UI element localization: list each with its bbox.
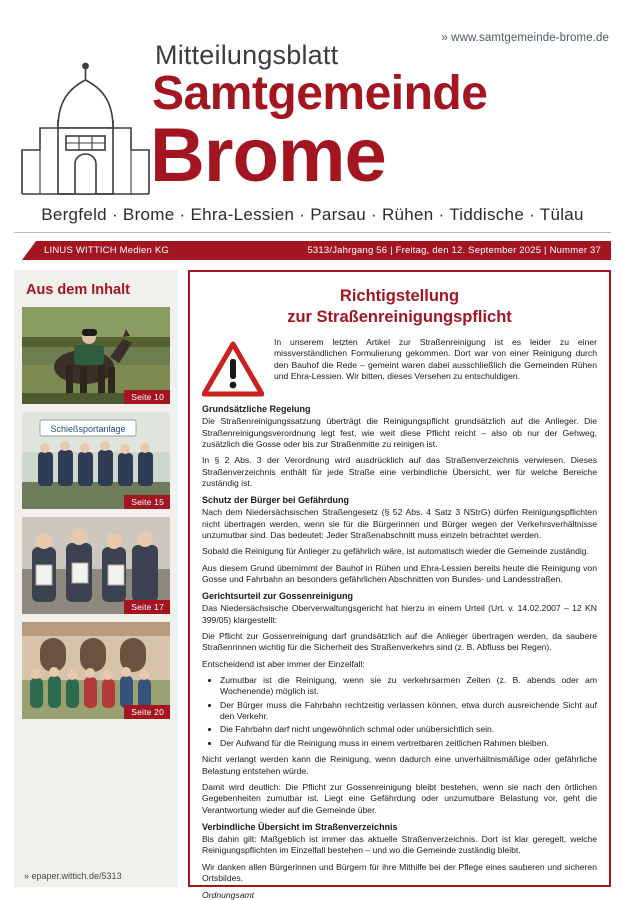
- section-heading: Grundsätzliche Regelung: [202, 404, 311, 415]
- paragraph: Damit wird deutlich: Die Pflicht zur Gossenreinigung bleibt bestehen, wenn sie nach den örtlichen Gegebenheiten zumutbar ist. Liegt eine Gefährdung oder unzumutbare Belastung vor, geht die Verantwortung wieder auf die Gemeinde über.: [202, 781, 597, 815]
- issue-details: 5313/Jahrgang 56 | Freitag, den 12. September 2025 | Nummer 37: [307, 245, 601, 256]
- svg-text:Schießsportanlage: Schießsportanlage: [50, 424, 126, 434]
- issue-infobar: [14, 241, 611, 260]
- list-item[interactable]: [22, 622, 170, 719]
- municipality-list: Bergfeld · Brome · Ehra-Lessien · Parsau · Rühen · Tiddische · Tülau: [41, 205, 584, 224]
- samtgemeinde-title: Samtgemeinde: [152, 67, 488, 120]
- sidebar-contents: [14, 270, 178, 887]
- section-heading: Verbindliche Übersicht im Straßenverzeichnis: [202, 821, 398, 832]
- list-item: • Der Bürger muss die Fahrbahn rechtzeitig verlassen können, etwa durch ausreichende Sicht auf den Verkehr.: [220, 700, 597, 723]
- page-ref: Seite 10: [124, 390, 170, 404]
- article-signature: Ordnungsamt: [202, 890, 255, 900]
- list-item: • Die Fahrbahn darf nicht ungewöhnlich schmal oder unübersichtlich sein.: [220, 724, 597, 735]
- publisher-name: LINUS WITTICH Medien KG: [44, 245, 169, 256]
- masthead: [0, 0, 625, 235]
- paragraph: Nach dem Niedersächsischen Straßengesetz (§ 52 Abs. 4 Satz 3 NStrG) dürfen Reinigungspflichten nicht übertragen werden, wenn sie für die Bürgerinnen und Bürger wegen der Verkehrsverhältnisse unzumutbar sind. Das bedeutet: Jeder Straßenabschnitt muss einzeln betrachtet werden.: [202, 507, 597, 540]
- church-building-icon: [18, 58, 153, 198]
- section-heading: Schutz der Bürger bei Gefährdung: [202, 495, 350, 506]
- content-area: [14, 270, 611, 900]
- page-ref: Seite 17: [124, 600, 170, 614]
- paragraph: Bis dahin gilt: Maßgeblich ist immer das aktuelle Straßenverzeichnis. Dort ist klar geregelt, welche Reinigungspflichten im Einzelfall bestehen – und wo die Gemeinde zuständig bleibt.: [202, 833, 597, 856]
- section-heading: Gerichtsurteil zur Gossenreinigung: [202, 591, 354, 602]
- paragraph: In § 2 Abs. 3 der Verordnung wird ausdrücklich auf das Straßenverzeichnis verwiesen. Dieses Straßenverzeichnis enthält für jede Straße eine verbindliche Übersicht, wer für welche Bereiche zuständig ist.: [202, 455, 597, 488]
- paragraph: Entscheidend ist aber immer der Einzelfall:: [202, 658, 365, 669]
- paragraph: Sobald die Reinigung für Anlieger zu gefährlich wäre, ist automatisch wieder die Gemeinde zuständig.: [202, 546, 589, 557]
- infobar-notch: [14, 241, 36, 260]
- bullet-list: [202, 675, 597, 749]
- list-item[interactable]: [22, 412, 170, 509]
- headline-line-1: Richtigstellung: [339, 287, 460, 305]
- mitteilungsblatt-title: Mitteilungsblatt: [155, 40, 339, 70]
- list-item[interactable]: [22, 307, 170, 404]
- page-ref: Seite 15: [124, 495, 170, 509]
- list-item: • Der Aufwand für die Reinigung muss in einem vertretbaren zeitlichen Rahmen bleiben.: [220, 738, 597, 749]
- brome-title: Brome: [150, 113, 386, 198]
- headline-line-2: zur Straßenreinigungspflicht: [287, 307, 512, 326]
- article-panel: [188, 270, 611, 900]
- sidebar-title: Aus dem Inhalt: [26, 282, 130, 298]
- list-item[interactable]: [22, 517, 170, 614]
- article-intro: In unserem letzten Artikel zur Straßenreinigung ist es leider zu einer missverständlichen Formulierung gekommen. Dort war von einer Reinigung durch den Bauhof die Rede – gemeint waren dabei ausschließlich die Gemeinden Rühen und Ehra-Lessien. Wir bitten, dieses Versehen zu entschuldigen.: [274, 337, 597, 381]
- paragraph: Aus diesem Grund übernimmt der Bauhof in Rühen und Ehra-Lessien bereits heute die Reinigung von Gosse und Fahrbahn an besonders gefährlichen Abschnitten von Bundes- und Landesstraßen.: [202, 562, 597, 585]
- warning-triangle-icon: [202, 337, 264, 402]
- page-ref: Seite 20: [124, 705, 170, 719]
- paragraph: Das Niedersächsische Oberverwaltungsgericht hat hierzu in einem Urteil (Urt. v. 14.02.2007 – 12 KN 399/05) klargestellt:: [202, 603, 597, 625]
- page-title: [202, 286, 597, 327]
- paragraph: Wir danken allen Bürgerinnen und Bürgern für ihre Mithilfe bei der Pflege eines sauberen und sicheren Ortsbildes.: [202, 861, 597, 883]
- paragraph: Nicht verlangt werden kann die Reinigung, wenn dadurch eine unverhältnismäßige oder gefährliche Belastung entstehen würde.: [202, 754, 597, 776]
- masthead-divider: [14, 232, 611, 233]
- intro-block: [202, 337, 597, 402]
- epaper-link[interactable]: » epaper.wittich.de/5313: [24, 871, 122, 881]
- paragraph: Die Pflicht zur Gossenreinigung darf grundsätzlich auf die Anlieger übertragen werden, da saubere Straßenrinnen wichtig für die Sicherheit des Straßenverkehrs sind (z. B. Abfluss bei Regen).: [202, 631, 597, 653]
- website-url[interactable]: » www.samtgemeinde-brome.de: [441, 32, 609, 44]
- list-item: • Zumutbar ist die Reinigung, wenn sie zu verkehrsarmen Zeiten (z. B. abends oder am Wochenende) möglich ist.: [220, 675, 597, 698]
- paragraph: Die Straßenreinigungssatzung überträgt die Reinigungspflicht grundsätzlich auf die Anlieger. Die Straßenreinigungsverordnung legt fest, wie weit diese Pflicht reicht – also ob nur der Gehweg, zusätzlich die Gosse oder bis zur Straßenmitte zu reinigen ist.: [202, 416, 597, 449]
